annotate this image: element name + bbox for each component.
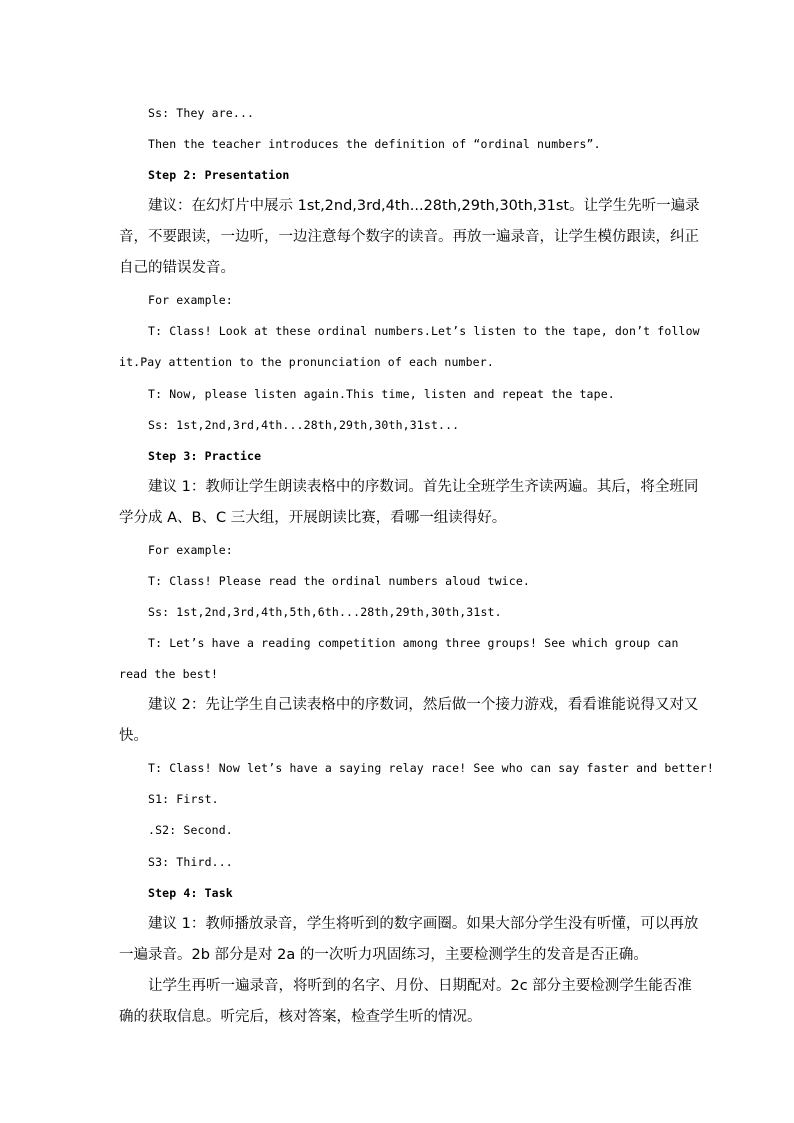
dialogue-line: T: Class! Now let’s have a saying relay race! See who can say faster and better! [148, 761, 714, 775]
dialogue-line: S1: First. [148, 792, 219, 806]
paragraph-line: 快。 [119, 728, 148, 744]
dialogue-line: .S2: Second. [148, 823, 233, 837]
paragraph-line: 建议 1：教师播放录音，学生将听到的数字画圈。如果大部分学生没有听懂，可以再放 [148, 916, 699, 932]
example-label: For example: [148, 543, 233, 557]
dialogue-line: T: Now, please listen again.This time, listen and repeat the tape. [148, 387, 615, 401]
dialogue-line: Ss: They are... [148, 106, 255, 120]
dialogue-line: read the best! [119, 667, 219, 681]
step-heading: Step 4: Task [148, 886, 233, 900]
dialogue-line: T: Class! Look at these ordinal numbers.Let’s listen to the tape, don’t follow [148, 324, 700, 338]
paragraph-line: 一遍录音。2b 部分是对 2a 的一次听力巩固练习，主要检测学生的发音是否正确。 [119, 947, 648, 963]
dialogue-line: Ss: 1st,2nd,3rd,4th,5th,6th...28th,29th,30th,31st. [148, 605, 502, 619]
paragraph-line: 建议 1：教师让学生朗读表格中的序数词。首先让全班学生齐读两遍。其后，将全班同 [148, 479, 699, 495]
dialogue-line: it.Pay attention to the pronunciation of each number. [119, 355, 494, 369]
dialogue-line: S3: Third... [148, 855, 233, 869]
paragraph-line: 确的获取信息。听完后，核对答案，检查学生听的情况。 [119, 1009, 482, 1025]
example-label: For example: [148, 293, 233, 307]
paragraph-line: Then the teacher introduces the definition of “ordinal numbers”. [148, 137, 601, 151]
paragraph-line: 音，不要跟读，一边听，一边注意每个数字的读音。再放一遍录音，让学生模仿跟读，纠正 [119, 229, 699, 245]
dialogue-line: T: Class! Please read the ordinal numbers aloud twice. [148, 574, 530, 588]
paragraph-line: 自己的错误发音。 [119, 260, 235, 276]
step-heading: Step 2: Presentation [148, 168, 290, 182]
step-heading: Step 3: Practice [148, 449, 262, 463]
paragraph-line: 建议 2：先让学生自己读表格中的序数词，然后做一个接力游戏，看看谁能说得又对又 [148, 697, 699, 713]
paragraph-line: 学分成 A、B、C 三大组，开展朗读比赛，看哪一组读得好。 [119, 510, 507, 526]
dialogue-line: T: Let’s have a reading competition among three groups! See which group can [148, 636, 679, 650]
dialogue-line: Ss: 1st,2nd,3rd,4th...28th,29th,30th,31st... [148, 418, 460, 432]
paragraph-line: 让学生再听一遍录音，将听到的名字、月份、日期配对。2c 部分主要检测学生能否准 [148, 978, 692, 994]
paragraph-line: 建议：在幻灯片中展示 1st,2nd,3rd,4th...28th,29th,30th,31st。让学生先听一遍录 [148, 198, 700, 214]
